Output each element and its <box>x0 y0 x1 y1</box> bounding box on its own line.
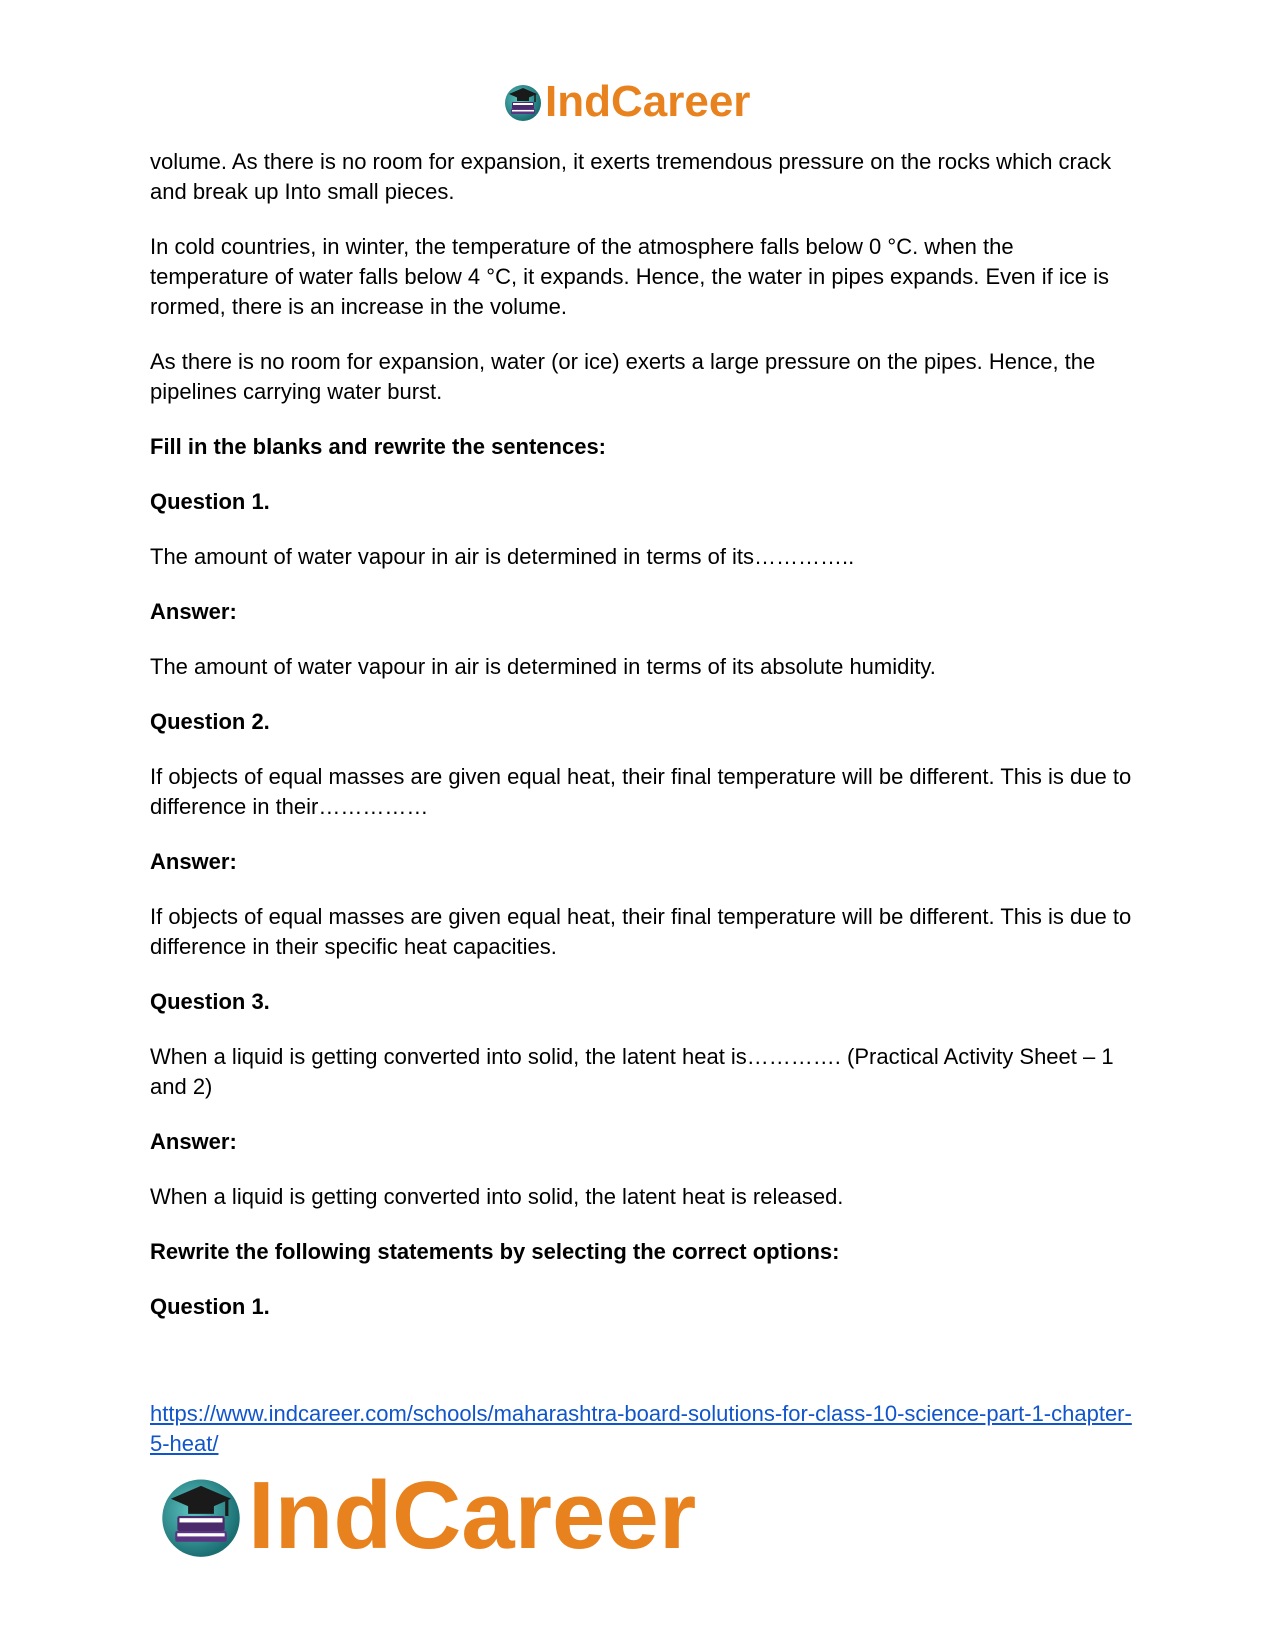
answer-label: Answer: <box>150 849 237 874</box>
brand-name: IndCareer <box>248 1462 697 1569</box>
brand-name: IndCareer <box>545 77 751 126</box>
answer-label: Answer: <box>150 1129 237 1154</box>
question-text: The amount of water vapour in air is determined in terms of its………….. <box>150 544 855 569</box>
answer-text: When a liquid is getting converted into solid, the latent heat is released. <box>150 1184 844 1209</box>
question-label: Question 3. <box>150 989 270 1014</box>
question-label: Question 2. <box>150 709 270 734</box>
question-label: Question 1. <box>150 1294 270 1319</box>
paragraph: volume. As there is no room for expansion, it exerts tremendous pressure on the rocks which crack and break up Into small pieces. <box>150 149 1112 204</box>
paragraph: In cold countries, in winter, the temperature of the atmosphere falls below 0 °C. when the temperature of water falls below 4 °C, it expands. Hence, the water in pipes expands. Even if ice is rormed, there is an increase in the volume. <box>150 234 1109 319</box>
question-label: Question 1. <box>150 489 270 514</box>
answer-text: The amount of water vapour in air is determined in terms of its absolute humidity. <box>150 654 936 679</box>
section-heading: Rewrite the following statements by selecting the correct options: <box>150 1239 840 1264</box>
document-body <box>150 147 1135 1347</box>
question-text: When a liquid is getting converted into solid, the latent heat is…………. (Practical Activity Sheet – 1 and 2) <box>150 1044 1114 1099</box>
graduation-book-icon <box>158 1473 244 1559</box>
indcareer-logo-header <box>503 77 751 126</box>
paragraph: As there is no room for expansion, water (or ice) exerts a large pressure on the pipes. Hence, the pipelines carrying water burst. <box>150 349 1096 404</box>
indcareer-logo-footer <box>158 1462 697 1569</box>
source-link[interactable]: https://www.indcareer.com/schools/maharashtra-board-solutions-for-class-10-science-part-1-chapter-5-heat/ <box>150 1401 1132 1456</box>
answer-text: If objects of equal masses are given equal heat, their final temperature will be different. This is due to difference in their specific heat capacities. <box>150 904 1132 959</box>
question-text: If objects of equal masses are given equal heat, their final temperature will be different. This is due to difference in their…………… <box>150 764 1132 819</box>
section-heading: Fill in the blanks and rewrite the sentences: <box>150 434 607 459</box>
answer-label: Answer: <box>150 599 237 624</box>
graduation-book-icon <box>503 82 543 122</box>
